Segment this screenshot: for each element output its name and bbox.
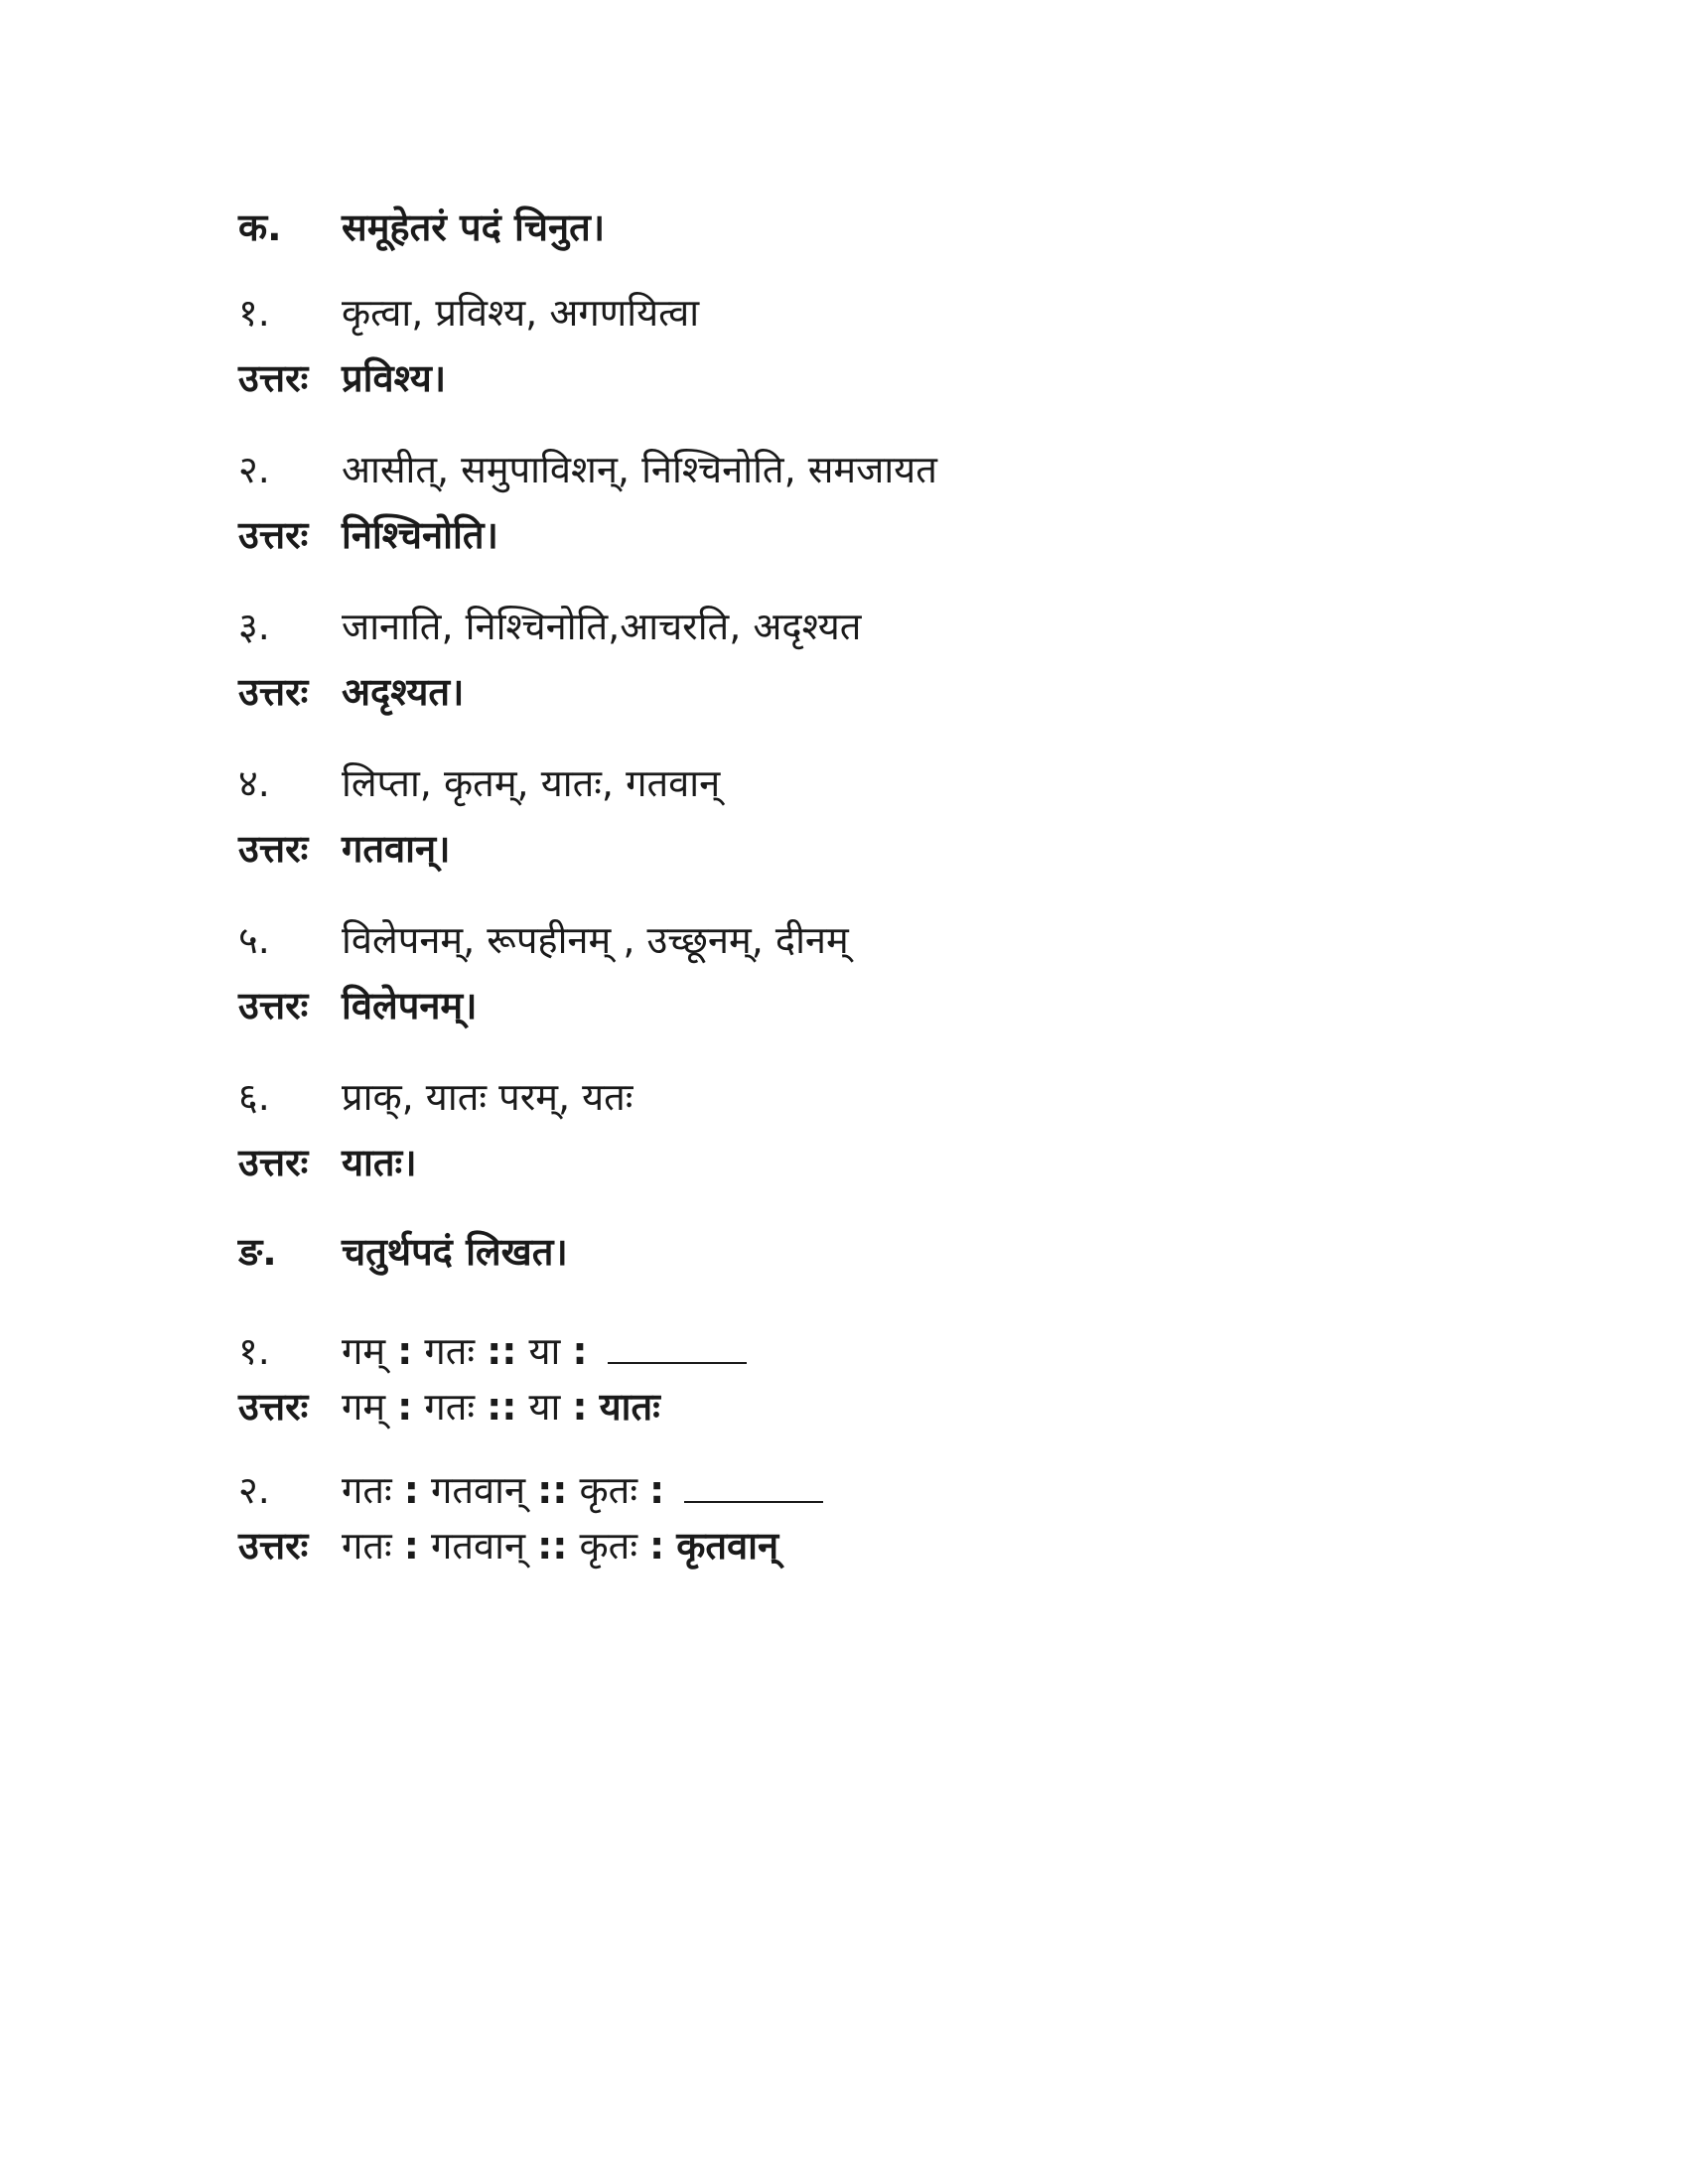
answer-label: उत्तरः [238,670,309,714]
answer-text: विलेपनम्। [342,984,478,1027]
section-label: क. [238,205,282,249]
answer-row [238,513,1430,560]
question-number: १. [238,291,270,335]
ratio-colon: : [572,1385,588,1429]
analogy-question-row [238,1468,1430,1515]
answer-text: यातः [599,1385,660,1429]
answer-text: गतवान्। [342,827,451,871]
question-row [238,918,1430,965]
answer-blank [608,1332,747,1364]
answer-label: उत्तरः [238,1524,309,1568]
question-row [238,1075,1430,1122]
question-options: आसीत्, समुपाविशन्, निश्चिनोति, समजायत [342,448,937,491]
answer-text: कृतवान् [676,1524,779,1568]
section-title: चतुर्थपदं लिखत। [342,1230,568,1274]
analogy-term: गतः [342,1524,392,1568]
answer-label: उत्तरः [238,356,309,400]
analogy-term: गम् [342,1329,386,1373]
question-number: २. [238,1468,270,1512]
analogy-term: या [528,1385,561,1429]
answer-label: उत्तरः [238,1385,309,1429]
question-number: २. [238,448,270,491]
ratio-colon: : [403,1468,419,1512]
ratio-colon: : [649,1524,665,1568]
analogy-term: गतः [424,1329,476,1373]
ratio-double-colon: :: [487,1329,517,1373]
question-options: जानाति, निश्चिनोति,आचरति, अदृश्यत [342,605,862,648]
analogy-term: गतः [342,1468,392,1512]
analogy-term: कृतः [579,1524,637,1568]
question-row [238,605,1430,651]
analogy-answer-row [238,1385,1430,1432]
section-heading-nga [238,1230,1430,1277]
answer-text: निश्चिनोति। [342,513,498,557]
question-number: ६. [238,1075,270,1119]
answer-row [238,1141,1430,1187]
analogy-term: कृतः [579,1468,637,1512]
answer-row [238,670,1430,717]
ratio-colon: : [649,1468,665,1512]
analogy-term: गतः [424,1385,476,1429]
question-row [238,761,1430,808]
question-number: ४. [238,761,270,805]
answer-text: प्रविश्य। [342,356,447,400]
answer-label: उत्तरः [238,1141,309,1184]
section-heading-ka [238,205,1430,252]
answer-blank [684,1471,823,1503]
question-number: ३. [238,605,270,648]
question-row [238,448,1430,494]
answer-row [238,356,1430,403]
answer-row [238,827,1430,874]
document-page [238,199,1430,1570]
question-number: ५. [238,918,270,962]
question-options: प्राक्, यातः परम्, यतः [342,1075,633,1119]
section-label: ङ. [238,1230,277,1274]
ratio-colon: : [397,1385,413,1429]
answer-label: उत्तरः [238,984,309,1027]
question-row [238,291,1430,338]
analogy-term: या [528,1329,561,1373]
analogy-term: गतवान् [430,1524,526,1568]
answer-text: यातः। [342,1141,417,1184]
answer-label: उत्तरः [238,513,309,557]
analogy-question-row [238,1329,1430,1376]
answer-text: अदृश्यत। [342,670,465,714]
answer-row [238,984,1430,1030]
analogy-term: गतवान् [430,1468,526,1512]
question-options: लिप्ता, कृतम्, यातः, गतवान् [342,761,721,805]
ratio-colon: : [403,1524,419,1568]
ratio-double-colon: :: [537,1468,568,1512]
question-options: विलेपनम्, रूपहीनम् , उच्छूनम्, दीनम् [342,918,849,962]
analogy-term: गम् [342,1385,386,1429]
analogy-answer-row [238,1524,1430,1570]
question-options: कृत्वा, प्रविश्य, अगणयित्वा [342,291,700,335]
ratio-double-colon: :: [487,1385,517,1429]
section-title: समूहेतरं पदं चिनुत। [342,205,606,249]
ratio-colon: : [572,1329,588,1373]
question-number: १. [238,1329,270,1373]
answer-label: उत्तरः [238,827,309,871]
ratio-colon: : [397,1329,413,1373]
ratio-double-colon: :: [537,1524,568,1568]
